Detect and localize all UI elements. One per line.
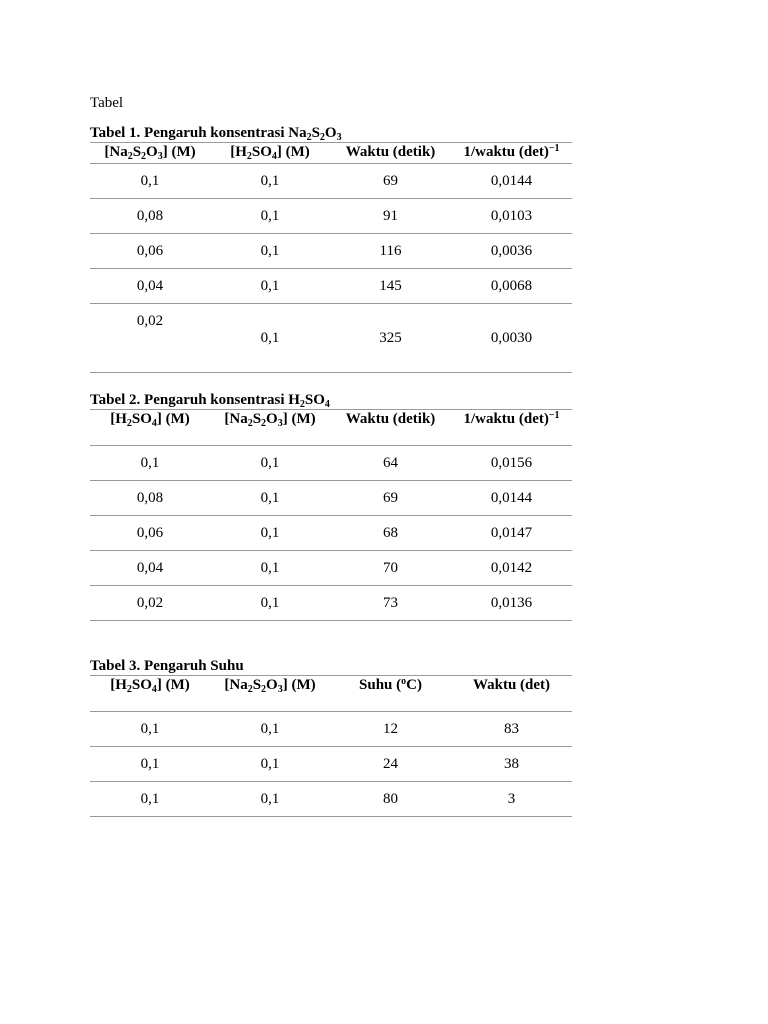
table-cell: 64 [383, 455, 398, 471]
table-cell: 145 [379, 278, 402, 294]
table-row [90, 481, 572, 516]
table-cell: 0,1 [260, 490, 280, 506]
table-1-caption: Tabel 1. Pengaruh konsentrasi $Na_2S_2O_3$ [90, 125, 342, 143]
table-cell: 0,06 [136, 243, 164, 259]
table-cell: 0,1 [260, 560, 280, 576]
table-cell: 69 [383, 173, 398, 189]
table-cell: 0,08 [136, 490, 164, 506]
table-cell: 0,0030 [490, 330, 533, 346]
table-row [90, 446, 572, 481]
table-cell: 0,0144 [490, 173, 533, 189]
table-cell: 0,1 [260, 173, 280, 189]
table-cell: 0,0142 [490, 560, 533, 576]
table-1-header-row [90, 143, 572, 164]
table-cell: 0,1 [260, 721, 280, 737]
table-row [90, 712, 572, 747]
table-row [90, 747, 572, 782]
table-2-header-row [90, 410, 572, 446]
table-cell: 0,0036 [490, 243, 533, 259]
table-cell: 83 [504, 721, 519, 737]
table-2-block [90, 391, 572, 621]
table-cell: 0,1 [260, 208, 280, 224]
table-cell: 0,1 [260, 330, 280, 346]
table-cell: 3 [507, 791, 516, 807]
table-cell: 0,06 [136, 525, 164, 541]
table-cell: 0,0136 [490, 595, 533, 611]
table-1 [90, 142, 572, 373]
table-cell: 80 [383, 791, 398, 807]
table-3-header-waktu: Waktu (det) [472, 677, 551, 693]
table-cell: 68 [383, 525, 398, 541]
table-cell: 70 [383, 560, 398, 576]
table-1-header-h2so4: $[H_2SO_4]$ (M) [230, 144, 310, 162]
table-row [90, 586, 572, 621]
table-1-header-na2s2o3: $[Na_2S_2O_3]$ (M) [104, 144, 196, 162]
table-cell: 0,1 [260, 455, 280, 471]
table-cell: 0,02 [136, 313, 164, 329]
table-cell: 0,1 [260, 278, 280, 294]
table-row [90, 516, 572, 551]
table-cell: 0,0156 [490, 455, 533, 471]
table-cell: 73 [383, 595, 398, 611]
table-cell: 0,0144 [490, 490, 533, 506]
table-cell: 0,08 [136, 208, 164, 224]
table-3-header-h2so4: $[H_2SO_4]$ (M) [110, 677, 190, 695]
table-1-block [90, 124, 572, 373]
table-3-header-na2s2o3: $[Na_2S_2O_3]$ (M) [224, 677, 316, 695]
table-row [90, 304, 572, 373]
table-cell: 38 [504, 756, 519, 772]
table-2-header-h2so4: $[H_2SO_4]$ (M) [110, 411, 190, 429]
table-cell: 24 [383, 756, 398, 772]
table-cell: 0,1 [140, 791, 160, 807]
table-row [90, 164, 572, 199]
table-cell: 0,1 [260, 756, 280, 772]
table-3 [90, 675, 572, 817]
table-row [90, 199, 572, 234]
table-row [90, 782, 572, 817]
table-3-block [90, 657, 572, 817]
table-3-header-suhu: Suhu ($^o$C) [359, 676, 422, 693]
table-cell: 91 [383, 208, 398, 224]
table-cell: 0,1 [140, 721, 160, 737]
table-row [90, 551, 572, 586]
table-cell: 0,04 [136, 560, 164, 576]
table-cell: 0,1 [260, 525, 280, 541]
table-cell: 0,1 [140, 756, 160, 772]
table-cell: 0,1 [140, 455, 160, 471]
table-cell: 0,0147 [490, 525, 533, 541]
table-1-header-inverse-waktu: 1/waktu $(\det)^{-1}$ [463, 143, 560, 160]
table-cell: 69 [383, 490, 398, 506]
table-cell: 0,02 [136, 595, 164, 611]
table-cell: 12 [383, 721, 398, 737]
table-cell: 0,1 [140, 173, 160, 189]
table-3-caption: Tabel 3. Pengaruh Suhu [90, 658, 244, 674]
table-2-header-na2s2o3: $[Na_2S_2O_3]$ (M) [224, 411, 316, 429]
table-cell: 0,0103 [490, 208, 533, 224]
table-cell: 116 [379, 243, 402, 259]
table-2 [90, 409, 572, 621]
table-2-header-inverse-waktu: 1/waktu $(\det)^{-1}$ [463, 410, 560, 427]
table-1-header-waktu: Waktu (detik) [345, 144, 436, 160]
table-cell: 0,0068 [490, 278, 533, 294]
table-2-caption: Tabel 2. Pengaruh konsentrasi $H_2SO_4$ [90, 392, 330, 410]
table-row [90, 234, 572, 269]
table-cell: 0,04 [136, 278, 164, 294]
table-3-header-row [90, 676, 572, 712]
table-cell: 0,1 [260, 243, 280, 259]
table-cell: 325 [379, 330, 402, 346]
page-heading: Tabel [90, 95, 124, 111]
table-cell: 0,1 [260, 791, 280, 807]
table-row [90, 269, 572, 304]
table-2-header-waktu: Waktu (detik) [345, 411, 436, 427]
table-cell: 0,1 [260, 595, 280, 611]
